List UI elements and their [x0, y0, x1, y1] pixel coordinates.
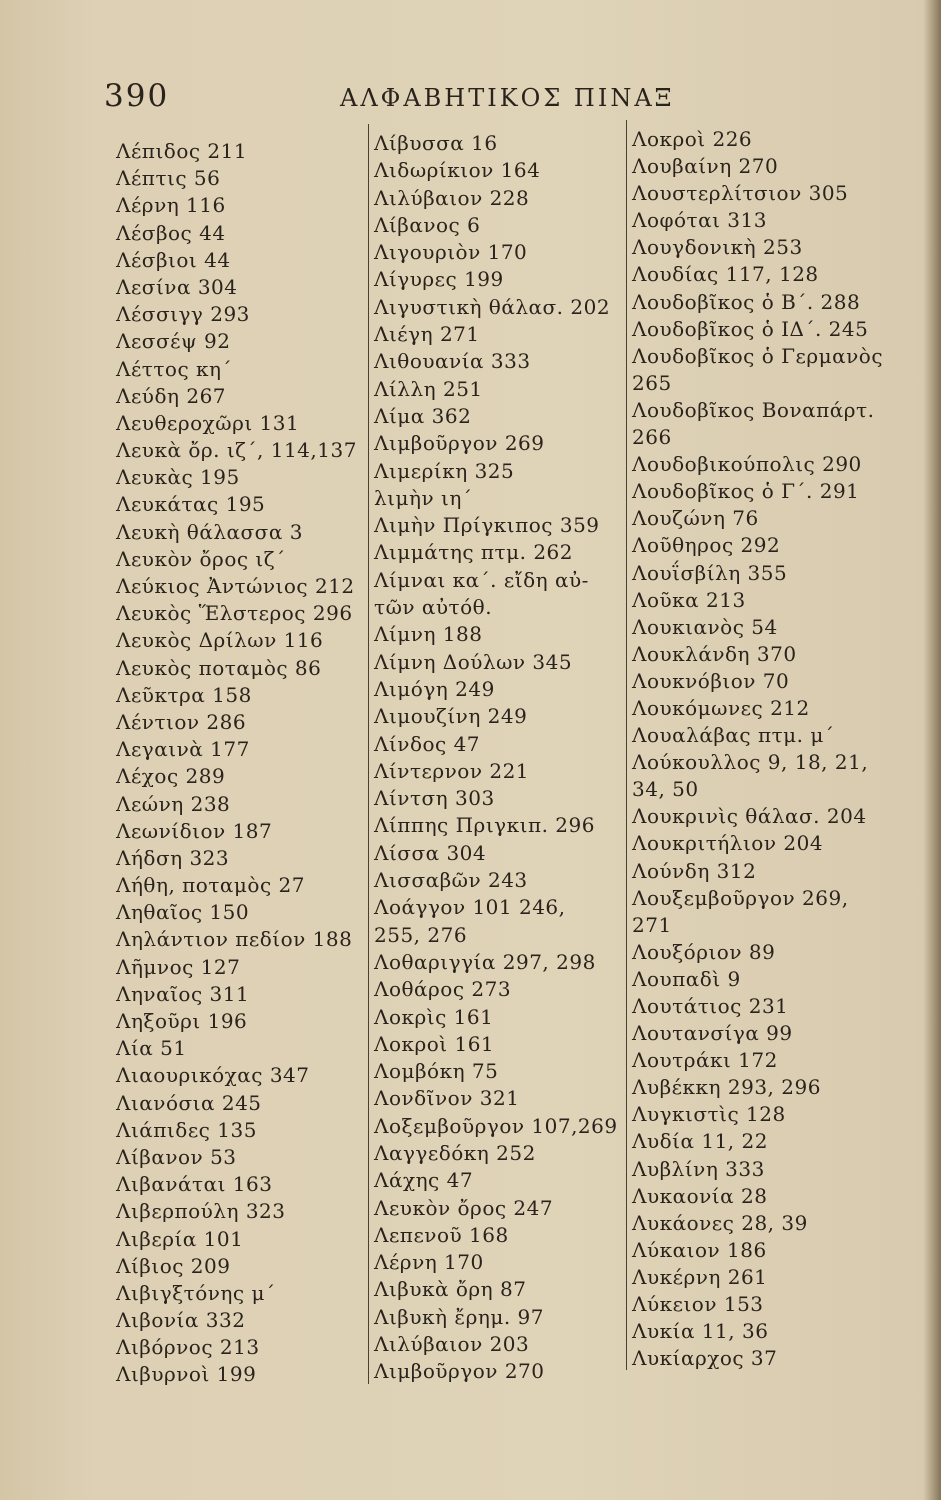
index-entry: Λουδοβικούπολις 290: [632, 452, 862, 477]
index-entry: Λέρνη 116: [116, 193, 226, 218]
index-entry: Λίππης Πριγκιπ. 296: [374, 813, 595, 838]
index-entry: Λουδίας 117, 128: [632, 262, 819, 287]
index-entry: Λήδση 323: [116, 845, 230, 870]
page-header: [0, 78, 941, 122]
index-entry: Λουδοβῖκος ὁ Γ΄. 291: [632, 479, 860, 504]
index-entry: Λίλλη 251: [374, 376, 483, 401]
index-entry: Λεσίνα 304: [116, 274, 238, 299]
index-entry: Λύκειον 153: [632, 1292, 764, 1317]
index-entry: Λέσβος 44: [116, 220, 226, 245]
index-entry: Λουδοβῖκος ὁ ΙΔ΄. 245: [632, 316, 869, 341]
index-entry: Λιλύβαιον 203: [374, 1332, 530, 1357]
index-entry: Λονδῖνον 321: [374, 1086, 520, 1111]
index-entry: Ληξοῦρι 196: [116, 1009, 248, 1033]
index-entry: Λήθη, ποταμὸς 27: [116, 873, 305, 898]
index-entry: Λοάγγον 101 246,: [374, 895, 566, 920]
index-entry: Λίσσα 304: [374, 840, 487, 865]
index-entry: Λέντιον 286: [116, 709, 247, 734]
index-column-2: [368, 130, 630, 1386]
index-entry: Λοκροὶ 161: [374, 1031, 495, 1056]
index-entry: Λιβυκὴ ἔρημ. 97: [374, 1304, 544, 1329]
index-entry: Λυκαονία 28: [632, 1183, 768, 1208]
index-entry: Λουτάτιος 231: [632, 994, 789, 1018]
index-entry: Λευκὸς ποταμὸς 86: [116, 655, 322, 680]
index-entry: Λέχος 289: [116, 764, 226, 789]
index-entry: Λούκουλλος 9, 18, 21,: [632, 750, 869, 775]
index-entry: Λίνδος 47: [374, 731, 481, 756]
index-entry: Λοξεμβοῦργον 107,269: [374, 1113, 618, 1138]
index-entry: Λιγουριὸν 170: [374, 240, 528, 265]
index-entry: Λουδοβῖκος ὁ Β΄. 288: [632, 289, 861, 314]
index-entry: Λυβλίνη 333: [632, 1156, 765, 1181]
index-entry: Λῆμνος 127: [116, 954, 241, 979]
index-entry: Λευθεροχῶρι 131: [116, 410, 300, 435]
index-entry: Λουξεμβοῦργον 269,: [632, 885, 849, 910]
page-edge-shadow: [923, 0, 941, 1500]
index-entry: Λευκὴ θάλασσα 3: [116, 519, 303, 544]
index-entry: Λευκὰς 195: [116, 465, 240, 490]
index-entry: 34, 50: [632, 777, 699, 802]
index-entry: Λυκέρνη 261: [632, 1264, 768, 1289]
index-entry: Λιβυκὰ ὄρη 87: [374, 1277, 527, 1302]
index-entry: Λομβόκη 75: [374, 1059, 499, 1084]
index-entry: Λεωνίδιον 187: [116, 818, 273, 843]
index-entry: Λάχης 47: [374, 1168, 474, 1193]
index-entry: Λουκρινὶς θάλασ. 204: [632, 804, 867, 829]
index-entry: Λοῦκα 213: [632, 587, 746, 612]
index-entry: Λοθαριγγία 297, 298: [374, 949, 596, 974]
index-entry: Ληναῖος 311: [116, 981, 250, 1006]
index-entry: Λιανόσια 245: [116, 1090, 262, 1115]
index-entry: Λουκλάνδη 370: [632, 641, 797, 666]
index-entry: Λιβιγξτόνης μ΄: [116, 1280, 276, 1305]
index-entry: Λίβιος 209: [116, 1253, 231, 1278]
index-entry: Λούνδη 312: [632, 858, 757, 883]
index-entry: Λεύκιος Ἀντώνιος 212: [116, 574, 355, 598]
index-entry: Λευκὸς Ἕλστερος 296: [116, 601, 353, 626]
index-entry: Λιάπιδες 135: [116, 1117, 257, 1142]
index-entry: Λοθάρος 273: [374, 977, 512, 1002]
index-entry: Λυκάονες 28, 39: [632, 1210, 808, 1235]
page-number: 390: [104, 78, 170, 114]
index-entry: Λιβερπούλη 323: [116, 1199, 286, 1224]
index-entry: Λιβόρνος 213: [116, 1335, 260, 1360]
index-entry: Λέρνη 170: [374, 1250, 484, 1275]
index-entry: Λίντση 303: [374, 786, 495, 811]
index-column-1: [110, 138, 375, 1389]
index-entry: Λουδοβῖκος ὁ Γερμανὸς: [632, 343, 884, 368]
index-entry: Λίντερνον 221: [374, 758, 530, 783]
index-entry: Λουκιανὸς 54: [632, 614, 778, 639]
index-entry: Ληλάντιον πεδίον 188: [116, 927, 353, 952]
index-entry: Λέπτις 56: [116, 166, 221, 191]
index-entry: Λίβανον 53: [116, 1144, 237, 1169]
index-entry: Λιμὴν Πρίγκιπος 359: [374, 513, 600, 538]
index-entry: Λιαουρικόχας 347: [116, 1063, 310, 1088]
index-entry: Λοῦθηρος 292: [632, 533, 781, 558]
index-entry: λιμὴν ιη΄: [374, 485, 473, 510]
index-entry: Λουζώνη 76: [632, 506, 759, 531]
index-entry: Λιμουζίνη 249: [374, 704, 528, 729]
index-entry: Λουτράκι 172: [632, 1048, 778, 1073]
index-entry: Λίβυσσα 16: [374, 131, 498, 155]
index-entry: Λεπενοῦ 168: [374, 1222, 509, 1247]
index-entry: τῶν αὐτόθ.: [374, 595, 493, 620]
index-entry: Λουστερλίτσιον 305: [632, 181, 849, 206]
index-entry: Λουγδονικὴ 253: [632, 235, 803, 260]
index-entry: Λουξόριον 89: [632, 939, 776, 964]
index-entry: Λεσσέψ 92: [116, 329, 231, 354]
index-entry: Λεώνη 238: [116, 791, 231, 816]
index-entry: 265: [632, 370, 672, 395]
index-entry: Λουβαίνη 270: [632, 154, 779, 179]
index-entry: Λουκνόβιον 70: [632, 668, 790, 693]
index-entry: Λιβονία 332: [116, 1308, 246, 1333]
index-entry: Λουπαδὶ 9: [632, 966, 741, 991]
index-entry: Λιμμάτης πτμ. 262: [374, 540, 573, 565]
running-title: ΑΛΦΑΒΗΤΙΚΟΣ ΠΙΝΑΞ: [340, 84, 675, 112]
index-column-3: [622, 126, 892, 1372]
index-entry: Λίγυρες 199: [374, 267, 504, 292]
index-entry: Λία 51: [116, 1036, 187, 1061]
index-entry: Λύκαιον 186: [632, 1237, 767, 1262]
index-entry: Λεύδη 267: [116, 383, 227, 408]
index-entry: Λευκὸν ὄρος 247: [374, 1195, 554, 1220]
index-entry: Λιθουανία 333: [374, 349, 531, 374]
index-entry: Λισσαβῶν 243: [374, 868, 528, 893]
index-entry: Λίμα 362: [374, 403, 472, 428]
index-entry: Λιμβοῦργον 269: [374, 431, 545, 456]
index-entry: Λεγαινὰ 177: [116, 737, 250, 762]
index-entry: Λίμναι κα΄. εἴδη αὐ-: [374, 567, 589, 592]
index-entry: Λιγυστικὴ θάλασ. 202: [374, 294, 611, 319]
index-entry: Λουαλάβας πτμ. μ΄: [632, 723, 835, 748]
index-entry: Λουΐσβίλη 355: [632, 560, 788, 585]
index-entry: Λιβυρνοὶ 199: [116, 1362, 257, 1387]
index-entry: Λευκὸς Δρίλων 116: [116, 628, 324, 653]
index-entry: Λευκάτας 195: [116, 492, 266, 517]
index-entry: Λέσβιοι 44: [116, 247, 231, 272]
index-entry: Ληθαῖος 150: [116, 900, 250, 925]
index-entry: Λοκροὶ 226: [632, 127, 753, 151]
index-entry: 266: [632, 425, 672, 450]
index-entry: Λιδωρίκιον 164: [374, 158, 541, 183]
index-entry: Λιέγη 271: [374, 322, 480, 347]
index-entry: Λαγγεδόκη 252: [374, 1140, 536, 1165]
index-entry: Λέπιδος 211: [116, 139, 248, 163]
index-entry: Λουδοβῖκος Βοναπάρτ.: [632, 397, 875, 422]
index-entry: Λεῦκτρα 158: [116, 682, 252, 707]
index-entry: Λευκὰ ὄρ. ιζ΄, 114,137: [116, 438, 357, 463]
index-entry: Λίμνη 188: [374, 622, 483, 647]
index-entry: Λυδία 11, 22: [632, 1129, 768, 1154]
index-entry: Λυκία 11, 36: [632, 1319, 769, 1344]
index-entry: Λουτανσίγα 99: [632, 1021, 793, 1046]
index-entry: Λιβερία 101: [116, 1226, 244, 1251]
index-entry: Λευκὸν ὄρος ιζ΄: [116, 546, 286, 571]
index-entry: Λουκριτήλιον 204: [632, 831, 824, 856]
index-entry: Λοφόται 313: [632, 208, 767, 233]
index-entry: Λουκόμωνες 212: [632, 695, 810, 720]
index-entry: Λιλύβαιον 228: [374, 185, 530, 210]
index-entry: Λυβέκκη 293, 296: [632, 1075, 821, 1100]
index-entry: Λιμόγη 249: [374, 676, 495, 701]
index-entry: Λίβανος 6: [374, 212, 481, 237]
index-entry: Λίμνη Δούλων 345: [374, 649, 573, 674]
index-entry: Λιμερίκη 325: [374, 458, 515, 483]
index-entry: Λιμβοῦργον 270: [374, 1359, 545, 1384]
index-entry: Λέττος κη΄: [116, 356, 233, 381]
index-entry: 271: [632, 912, 672, 937]
index-entry: Λιβανάται 163: [116, 1172, 273, 1197]
index-entry: Λυκίαρχος 37: [632, 1346, 778, 1371]
index-entry: Λέσσιγγ 293: [116, 302, 250, 327]
index-entry: Λυγκιστὶς 128: [632, 1102, 786, 1127]
index-entry: 255, 276: [374, 922, 468, 947]
index-entry: Λοκρὶς 161: [374, 1004, 494, 1029]
